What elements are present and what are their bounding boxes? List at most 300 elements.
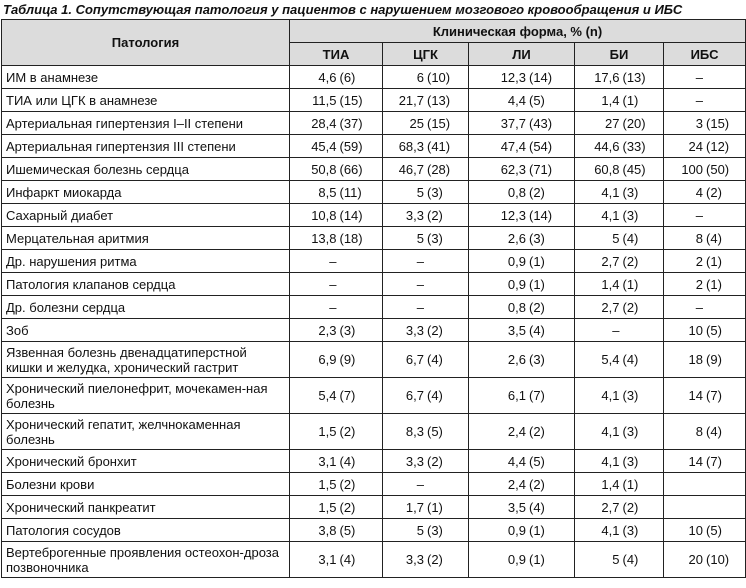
cell-percent: 4,1 [601,388,620,403]
cell-percent: 11,5 [312,92,337,108]
cell-percent: 12,3 [500,69,526,85]
cell-value [575,181,664,204]
cell-percent: 0,9 [507,552,526,567]
comorbidity-table [1,19,746,578]
cell-value [664,273,746,296]
cell-percent: – [695,207,704,223]
cell-value [383,342,469,378]
cell-percent: – [695,92,704,108]
cell-count: (4) [427,352,443,367]
cell-percent: 60,8 [594,161,620,177]
cell-value [575,66,664,89]
cell-percent: 27 [605,115,620,131]
cell-percent: 4,4 [507,92,526,108]
cell-value [664,135,746,158]
cell-percent: 2,7 [601,499,620,515]
cell-value [664,227,746,250]
cell-percent: 4,6 [318,69,337,85]
cell-value [664,158,746,181]
cell-value [290,158,383,181]
cell-percent: 3,1 [318,552,337,567]
cell-value [575,542,664,578]
cell-value [664,342,746,378]
cell-value [575,204,664,227]
table-row [2,135,746,158]
cell-count: (5) [529,92,545,108]
cell-percent: 68,3 [398,138,424,154]
cell-count: (14) [339,207,363,223]
cell-percent: 5 [612,230,620,246]
cell-value [383,414,469,450]
cell-value [575,342,664,378]
cell-value [469,158,575,181]
table-row [2,296,746,319]
cell-count: (3) [622,522,639,538]
cell-value [383,204,469,227]
cell-count: (3) [427,184,443,200]
cell-value [469,542,575,578]
cell-percent: 3,5 [507,499,526,515]
cell-value [290,473,383,496]
table-header [2,20,746,66]
cell-count: (15) [339,92,363,108]
cell-value [383,519,469,542]
cell-count: (2) [622,299,639,315]
cell-percent: 8,5 [318,184,337,200]
cell-count: (1) [622,276,639,292]
cell-value [383,135,469,158]
header-col-li: ЛИ [469,43,575,66]
cell-percent: 1,5 [318,424,337,439]
cell-value [383,378,469,414]
cell-value [383,181,469,204]
cell-count: (5) [427,424,443,439]
row-pathology-name: Инфаркт миокарда [2,181,290,204]
cell-value [469,450,575,473]
cell-percent: 25 [409,115,424,131]
cell-percent: 1,4 [601,92,620,108]
cell-count: (2) [622,253,639,269]
cell-value [664,89,746,112]
cell-value [575,135,664,158]
cell-count: (13) [427,92,451,108]
cell-value [290,414,383,450]
cell-percent: 2 [695,276,704,292]
cell-count: (4) [622,352,639,367]
cell-percent: 1,5 [318,476,337,492]
table-row [2,542,746,578]
cell-percent: 5,4 [601,352,620,367]
table-row [2,496,746,519]
row-pathology-name: Сахарный диабет [2,204,290,227]
cell-percent: 10 [688,522,704,538]
cell-percent: 1,4 [601,276,620,292]
cell-value [664,112,746,135]
cell-percent: 6 [416,69,424,85]
cell-percent: 17,6 [594,69,620,85]
row-pathology-name: Болезни крови [2,473,290,496]
row-pathology-name: Др. болезни сердца [2,296,290,319]
cell-percent: – [416,476,424,492]
header-col-ibs: ИБС [664,43,746,66]
cell-value [575,89,664,112]
cell-value [664,250,746,273]
cell-count: (41) [427,138,451,154]
table-row [2,273,746,296]
cell-count: (2) [622,499,639,515]
cell-value [469,250,575,273]
cell-value [383,112,469,135]
cell-count: (14) [529,69,553,85]
table-row [2,450,746,473]
cell-count: (1) [529,522,545,538]
cell-percent: – [329,299,337,315]
header-col-tia: ТИА [290,43,383,66]
cell-count: (2) [427,453,443,469]
cell-value [290,496,383,519]
cell-value [575,496,664,519]
cell-value [575,273,664,296]
table-row [2,378,746,414]
cell-count: (4) [427,388,443,403]
cell-count: (54) [529,138,553,154]
cell-value [383,473,469,496]
header-col-tsgk: ЦГК [383,43,469,66]
cell-count: (4) [622,230,639,246]
cell-value [469,204,575,227]
cell-percent: 3,3 [405,552,424,567]
cell-percent: 3,3 [405,207,424,223]
cell-percent: 8 [695,424,704,439]
cell-count: (14) [529,207,553,223]
cell-value [290,227,383,250]
cell-percent: 3,1 [318,453,337,469]
cell-percent: 6,7 [405,388,424,403]
cell-count: (66) [339,161,363,177]
cell-value [290,542,383,578]
cell-value [290,450,383,473]
cell-value [290,319,383,342]
table-row [2,519,746,542]
cell-count: (15) [427,115,451,131]
cell-value [575,378,664,414]
cell-value [575,450,664,473]
cell-value [290,273,383,296]
cell-percent: 46,7 [398,161,424,177]
row-pathology-name: Хронический панкреатит [2,496,290,519]
cell-percent: 4,1 [601,453,620,469]
cell-value [290,89,383,112]
cell-percent: 1,5 [318,499,337,515]
cell-count: (45) [622,161,646,177]
cell-percent: – [329,276,337,292]
header-clinical-form: Клиническая форма, % (n) [290,20,746,43]
cell-percent: 4,1 [601,424,620,439]
cell-value [290,342,383,378]
cell-percent: 100 [681,161,704,177]
table-caption: Таблица 1. Сопутствующая патология у пациентов с нарушением мозгового кровообращения и ИБС [3,2,683,17]
cell-percent: 4 [695,184,704,200]
row-pathology-name: ИМ в анамнезе [2,66,290,89]
cell-percent: 14 [688,453,704,469]
row-pathology-name: Хронический бронхит [2,450,290,473]
table-row [2,158,746,181]
header-col-bi: БИ [575,43,664,66]
cell-count: (3) [529,352,545,367]
cell-count: (11) [339,184,362,200]
cell-count: (4) [529,322,545,338]
cell-value [575,473,664,496]
cell-percent: 6,7 [405,352,424,367]
cell-count: (59) [339,138,363,154]
cell-percent: 2,4 [507,424,526,439]
cell-value [469,519,575,542]
table-row [2,66,746,89]
cell-value [469,89,575,112]
cell-value [383,542,469,578]
cell-count: (9) [706,352,722,367]
cell-percent: – [416,276,424,292]
cell-value [383,158,469,181]
cell-percent: 2,6 [507,352,526,367]
cell-value [469,473,575,496]
cell-count: (13) [622,69,646,85]
cell-percent: 3,8 [318,522,337,538]
cell-percent: 24 [688,138,704,154]
cell-percent: 2,3 [318,322,337,338]
cell-value [469,181,575,204]
cell-value [664,204,746,227]
cell-percent: 44,6 [594,138,620,154]
cell-count: (1) [529,253,545,269]
cell-value [664,473,746,496]
row-pathology-name: Вертеброгенные проявления остеохон-дроза позвоночника [2,542,290,578]
cell-count: (2) [339,424,356,439]
cell-count: (37) [339,115,363,131]
cell-percent: 62,3 [500,161,526,177]
table-body [2,66,746,578]
cell-value [290,250,383,273]
cell-percent: 12,3 [500,207,526,223]
cell-percent: – [612,322,620,338]
cell-percent: 20 [688,552,704,567]
cell-value [469,378,575,414]
cell-percent: 2,7 [601,299,620,315]
cell-percent: 5,4 [318,388,337,403]
cell-count: (1) [622,92,639,108]
cell-percent: 45,4 [311,138,337,154]
cell-count: (2) [529,424,545,439]
cell-percent: 13,8 [311,230,337,246]
cell-value [290,181,383,204]
cell-value [664,496,746,519]
cell-value [383,496,469,519]
cell-value [383,296,469,319]
cell-count: (6) [339,69,356,85]
cell-percent: 4,1 [601,184,620,200]
cell-percent: – [695,69,704,85]
cell-count: (1) [427,499,443,515]
cell-value [469,273,575,296]
cell-count: (4) [529,499,545,515]
cell-percent: – [416,299,424,315]
cell-value [290,204,383,227]
table-row [2,250,746,273]
cell-percent: 4,1 [601,522,620,538]
cell-value [383,319,469,342]
cell-count: (50) [706,161,730,177]
cell-value [575,319,664,342]
cell-count: (7) [529,388,545,403]
cell-percent: 2,4 [507,476,526,492]
cell-count: (7) [706,453,722,469]
cell-count: (33) [622,138,646,154]
cell-percent: 2 [695,253,704,269]
cell-count: (3) [427,230,443,246]
cell-value [575,519,664,542]
row-pathology-name: Др. нарушения ритма [2,250,290,273]
table-row [2,414,746,450]
cell-percent: 0,8 [507,299,526,315]
table-row [2,227,746,250]
cell-count: (9) [339,352,356,367]
cell-count: (2) [529,184,545,200]
cell-value [469,319,575,342]
cell-count: (5) [706,522,722,538]
cell-percent: 14 [688,388,704,403]
cell-value [383,250,469,273]
cell-count: (3) [622,388,639,403]
cell-value [575,414,664,450]
row-pathology-name: Зоб [2,319,290,342]
cell-count: (3) [622,184,639,200]
cell-percent: – [329,253,337,269]
cell-value [469,112,575,135]
cell-value [290,66,383,89]
cell-count: (4) [706,230,722,246]
cell-percent: 0,9 [507,522,526,538]
cell-count: (2) [427,207,443,223]
cell-percent: 10 [688,322,704,338]
cell-percent: 2,7 [601,253,620,269]
cell-percent: 6,9 [318,352,337,367]
cell-count: (5) [339,522,356,538]
cell-count: (1) [622,476,639,492]
cell-value [383,89,469,112]
cell-percent: 37,7 [500,115,526,131]
cell-percent: 5 [612,552,620,567]
cell-count: (1) [529,552,545,567]
cell-percent: 3 [695,115,704,131]
cell-count: (15) [706,115,730,131]
cell-count: (2) [427,322,443,338]
cell-count: (28) [427,161,451,177]
cell-count: (12) [706,138,730,154]
cell-percent: 0,9 [507,276,526,292]
row-pathology-name: Хронический пиелонефрит, мочекамен-ная болезнь [2,378,290,414]
cell-value [383,450,469,473]
cell-count: (1) [529,276,545,292]
cell-value [664,296,746,319]
cell-count: (7) [706,388,722,403]
row-pathology-name: Мерцательная аритмия [2,227,290,250]
table-row [2,181,746,204]
cell-value [664,66,746,89]
cell-value [469,66,575,89]
cell-count: (2) [339,476,356,492]
cell-value [664,378,746,414]
cell-count: (5) [706,322,722,338]
row-pathology-name: ТИА или ЦГК в анамнезе [2,89,290,112]
cell-percent: 4,4 [507,453,526,469]
cell-count: (10) [427,69,451,85]
cell-count: (43) [529,115,553,131]
cell-count: (3) [427,522,443,538]
cell-percent: 3,3 [405,322,424,338]
table-row [2,342,746,378]
cell-percent: 50,8 [311,161,337,177]
cell-count: (10) [706,552,730,567]
table-row [2,473,746,496]
row-pathology-name: Ишемическая болезнь сердца [2,158,290,181]
cell-count: (1) [706,253,722,269]
cell-value [290,519,383,542]
cell-count: (18) [339,230,363,246]
cell-count: (7) [339,388,356,403]
cell-percent: 3,3 [405,453,424,469]
cell-value [575,227,664,250]
row-pathology-name: Язвенная болезнь двенадцатиперстной кишки и желудка, хронический гастрит [2,342,290,378]
cell-value [469,227,575,250]
row-pathology-name: Хронический гепатит, желчнокаменная болезнь [2,414,290,450]
cell-percent: – [416,253,424,269]
cell-count: (4) [706,424,722,439]
cell-value [290,135,383,158]
cell-count: (4) [622,552,639,567]
cell-percent: 8,3 [405,424,424,439]
cell-count: (3) [339,322,356,338]
cell-value [290,378,383,414]
cell-percent: 4,1 [601,207,620,223]
cell-value [664,414,746,450]
cell-value [664,519,746,542]
cell-count: (2) [529,476,545,492]
cell-percent: 6,1 [507,388,526,403]
cell-value [469,296,575,319]
cell-percent: 2,6 [507,230,526,246]
cell-percent: 0,8 [507,184,526,200]
cell-value [575,250,664,273]
cell-count: (4) [339,453,356,469]
cell-percent: 10,8 [311,207,337,223]
table-row [2,204,746,227]
cell-count: (2) [706,184,722,200]
cell-count: (20) [622,115,646,131]
cell-percent: 5 [416,184,424,200]
cell-count: (3) [529,230,545,246]
cell-count: (2) [339,499,356,515]
cell-percent: 21,7 [398,92,424,108]
cell-count: (1) [706,276,722,292]
cell-value [383,66,469,89]
cell-percent: 1,4 [601,476,620,492]
row-pathology-name: Артериальная гипертензия III степени [2,135,290,158]
cell-value [469,342,575,378]
cell-percent: 28,4 [311,115,337,131]
cell-percent: 8 [695,230,704,246]
cell-value [290,112,383,135]
cell-value [469,496,575,519]
